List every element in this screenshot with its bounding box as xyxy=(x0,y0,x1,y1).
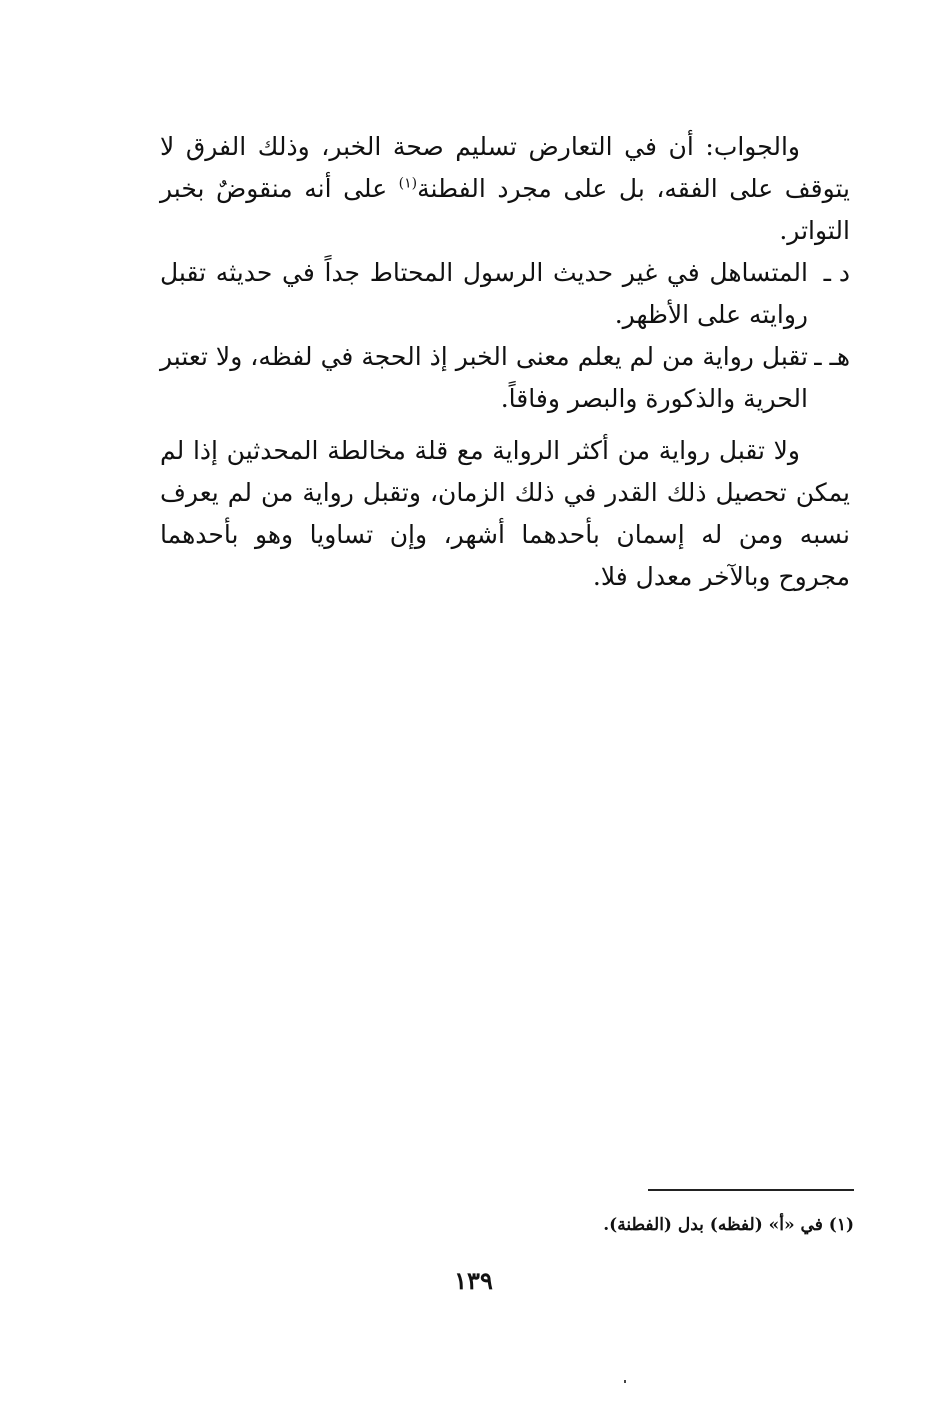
main-text xyxy=(160,126,850,598)
list-item-h-text: تقبل رواية من لم يعلم معنى الخبر إذ الحجة في لفظه، ولا تعتبر الحرية والذكورة والبصر وفاقاً. xyxy=(160,342,808,413)
answer-paragraph-rest: على أنه منقوضٌ بخبر التواتر. xyxy=(160,174,850,245)
answer-paragraph-text: والجواب: أن في التعارض تسليم صحة الخبر، وذلك الفرق لا يتوقف على الفقه، بل على مجرد الفطنة xyxy=(160,132,851,203)
list-item-h xyxy=(160,336,850,420)
page-number: ١٣٩ xyxy=(454,1266,493,1295)
paragraph-gap xyxy=(160,420,850,430)
footnote-divider xyxy=(648,1189,854,1191)
scan-speck xyxy=(624,1380,626,1383)
final-paragraph: ولا تقبل رواية من أكثر الرواية مع قلة مخالطة المحدثين إذا لم يمكن تحصيل ذلك القدر في ذلك الزمان، وتقبل رواية من لم يعرف نسبه ومن له إسمان بأحدهما أشهر، وإن تساويا وهو بأحدهما مجروح وبالآخر معدل فلا. xyxy=(160,436,850,591)
list-item-d-text: المتساهل في غير حديث الرسول المحتاط جداً في حديثه تقبل روايته على الأظهر. xyxy=(160,258,808,329)
footnote-reference: (١) xyxy=(398,175,418,192)
answer-paragraph xyxy=(160,126,850,252)
list-item-d xyxy=(160,252,850,336)
list-marker-d: د ـ xyxy=(823,258,850,287)
footnote: (١) في «أ» (لفظه) بدل (الفطنة). xyxy=(603,1215,854,1235)
list-marker-h: هـ ـ xyxy=(814,342,850,371)
